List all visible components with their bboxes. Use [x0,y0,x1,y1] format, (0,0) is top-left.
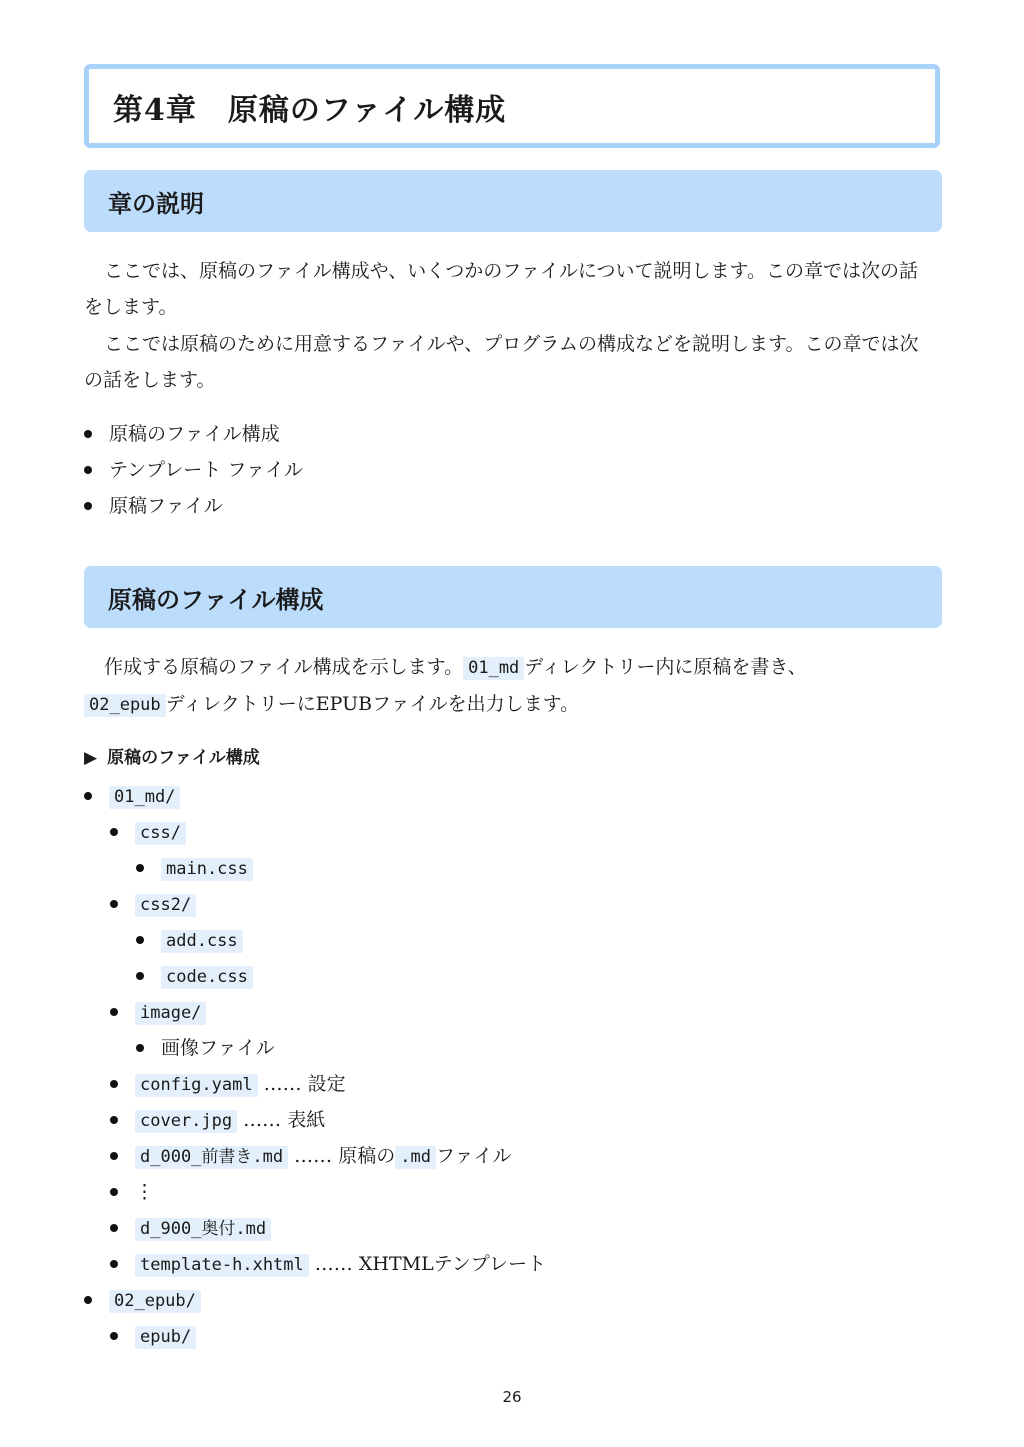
file-name-code: code.css [161,966,253,989]
list-item [84,488,303,524]
paragraph-text: 作成する原稿のファイル構成を示します。 [104,656,464,678]
tree-item [110,1210,271,1246]
bullet-icon [110,1224,118,1232]
tree-item-content [135,1001,206,1023]
inline-code: 01_md [463,657,524,680]
tree-item-content [135,1325,196,1347]
tree-item-content [135,1217,271,1239]
page-number: 26 [502,1388,522,1406]
section-heading-file-structure [84,566,942,628]
tree-item-description: ⋮ [135,1181,154,1203]
tree-item-content [135,1253,546,1275]
tree-item [136,1030,275,1066]
bullet-icon [84,792,92,800]
figure-caption [84,743,260,768]
file-name-code: 02_epub/ [109,1290,201,1313]
tree-item-content [161,857,253,879]
file-tree [84,778,944,1358]
section-heading-label: 章の説明 [108,189,204,218]
bullet-icon [110,1188,118,1196]
tree-item-description: …… 設定 [257,1073,346,1095]
caption-text: 原稿のファイル構成 [107,748,260,768]
tree-item-content [135,1109,325,1131]
tree-item [136,958,253,994]
tree-item-content [135,1181,154,1203]
tree-item [110,1174,154,1210]
tree-item-description: …… XHTMLテンプレート [308,1253,546,1275]
file-name-code: d_900_奥付.md [135,1218,271,1241]
tree-item [110,886,196,922]
bullet-icon [84,502,92,510]
list-item [84,416,303,452]
bullet-icon [84,430,92,438]
tree-item-content [109,1289,201,1311]
paragraph-structure [84,649,934,723]
file-name-code: template-h.xhtml [135,1254,309,1277]
section-heading-description [84,170,942,232]
bullet-icon [136,1044,144,1052]
bullet-icon [110,828,118,836]
tree-item [110,1066,346,1102]
inline-code: 02_epub [84,694,166,717]
tree-item [84,1282,201,1318]
tree-item-content [135,893,196,915]
tree-item [84,778,180,814]
list-item-label: 原稿のファイル構成 [109,423,280,445]
file-name-code: cover.jpg [135,1110,237,1133]
tree-item-description: …… 原稿の [288,1145,396,1167]
tree-item-description: …… 表紙 [237,1109,326,1131]
bullet-icon [136,972,144,980]
paragraph-intro-2: ここでは原稿のために用意するファイルや、プログラムの構成などを説明します。この章では次の話をします。 [84,333,919,391]
bullet-icon [136,936,144,944]
tree-item [110,1246,546,1282]
file-name-code: d_000_前書き.md [135,1146,288,1169]
tree-item-content [161,929,243,951]
bullet-icon [84,1296,92,1304]
paragraph-text: ディレクトリーにEPUBファイルを出力します。 [165,693,580,715]
tree-item-content [135,1145,512,1167]
bullet-icon [84,466,92,474]
tree-item-content [109,785,180,807]
bullet-icon [110,1152,118,1160]
paragraph-text: ディレクトリー内に原稿を書き、 [524,656,807,678]
tree-item [110,994,206,1030]
list-item [84,452,303,488]
tree-item [110,1138,512,1174]
bullet-icon [110,1080,118,1088]
triangle-marker-icon: ▶ [84,748,98,768]
list-item-label: テンプレート ファイル [109,459,303,481]
topic-list [84,416,303,524]
file-name-code: image/ [135,1002,206,1025]
tree-item [136,922,243,958]
tree-item [110,814,186,850]
chapter-title-box [84,64,940,148]
file-name-code: main.css [161,858,253,881]
file-name-code: css/ [135,822,186,845]
bullet-icon [110,1260,118,1268]
bullet-icon [110,1332,118,1340]
tree-item-content [161,1037,275,1059]
tree-item [136,850,253,886]
tree-item-content [135,1073,346,1095]
tree-item-description: 画像ファイル [161,1037,275,1059]
bullet-icon [136,864,144,872]
file-name-code: 01_md/ [109,786,180,809]
file-name-code: css2/ [135,894,196,917]
file-name-code: config.yaml [135,1074,258,1097]
tree-item-description: ファイル [435,1145,512,1167]
bullet-icon [110,900,118,908]
tree-item-content [161,965,253,987]
paragraph-intro-1: ここでは、原稿のファイル構成や、いくつかのファイルについて説明します。この章では次の話をします。 [84,260,918,318]
tree-item [110,1102,325,1138]
section-heading-label: 原稿のファイル構成 [108,585,324,614]
bullet-icon [110,1116,118,1124]
file-name-code: epub/ [135,1326,196,1349]
list-item-label: 原稿ファイル [109,495,223,517]
bullet-icon [110,1008,118,1016]
file-name-code: add.css [161,930,243,953]
tree-item-content [135,821,186,843]
tree-item [110,1318,196,1354]
chapter-title: 第4章 原稿のファイル構成 [113,93,507,128]
file-extension-code: .md [395,1146,436,1169]
